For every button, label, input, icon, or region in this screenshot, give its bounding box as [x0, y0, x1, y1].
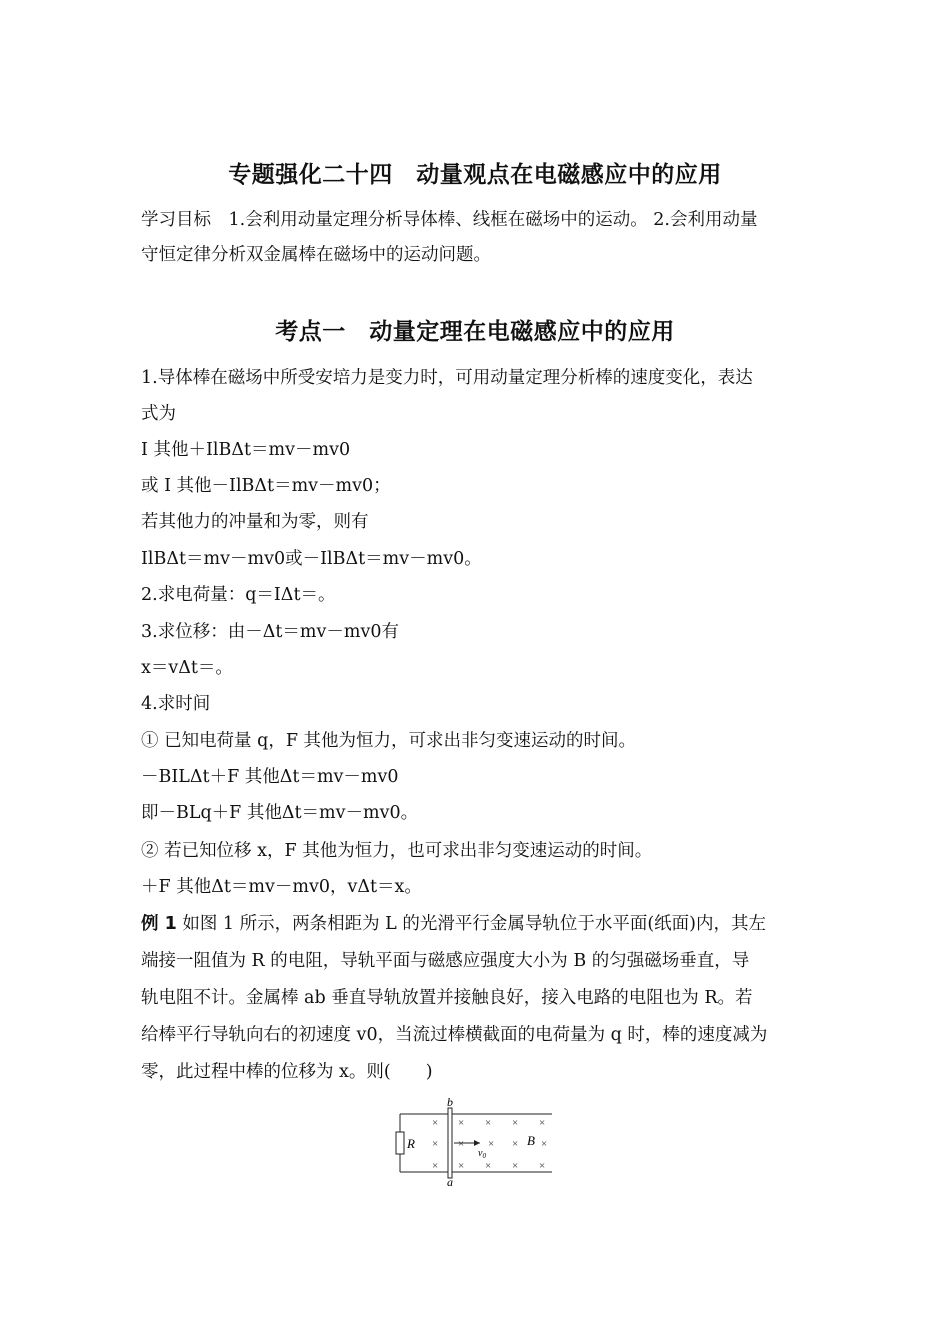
resistor-label: R [407, 1136, 415, 1151]
field-cross: × [512, 1160, 519, 1172]
paragraph-4: 3.求位移：由－Δt＝mv－mv0有 [141, 622, 399, 642]
field-cross: × [432, 1160, 439, 1172]
equation-3: IlBΔt＝mv－mv0或－IlBΔt＝mv－mv0。 [141, 549, 482, 569]
rod-label-b: b [447, 1095, 453, 1109]
field-cross: × [485, 1160, 492, 1172]
equation-5: －BILΔt＋F 其他Δt＝mv－mv0 [141, 767, 399, 787]
circuit-figure [394, 1094, 558, 1186]
example-line-4: 给棒平行导轨向右的初速度 v0，当流过棒横截面的电荷量为 q 时，棒的速度减为 [141, 1025, 768, 1045]
equation-1: I 其他＋IlBΔt＝mv－mv0 [141, 440, 351, 460]
field-cross: × [432, 1138, 439, 1150]
field-cross: × [541, 1138, 548, 1150]
field-cross: × [512, 1117, 519, 1129]
paragraph-2: 若其他力的冲量和为零，则有 [141, 512, 369, 532]
equation-2: 或 I 其他－IlBΔt＝mv－mv0； [141, 476, 391, 496]
paragraph-3: 2.求电荷量：q＝IΔt＝。 [141, 585, 336, 605]
field-cross: × [488, 1138, 495, 1150]
paragraph-1b: 式为 [141, 404, 176, 424]
example-label: 例 1 [141, 914, 177, 934]
objectives-line-2: 守恒定律分析双金属棒在磁场中的运动问题。 [141, 245, 491, 265]
field-cross: × [539, 1117, 546, 1129]
paragraph-5: 4.求时间 [141, 694, 211, 714]
example-line-3: 轨电阻不计。金属棒 ab 垂直导轨放置并接触良好，接入电路的电阻也为 R。若 [141, 988, 753, 1008]
equation-4: x＝vΔt＝。 [141, 658, 233, 678]
example-text-1: 如图 1 所示，两条相距为 L 的光滑平行金属导轨位于水平面(纸面)内，其左 [176, 914, 767, 934]
equation-6: 即－BLq＋F 其他Δt＝mv－mv0。 [141, 803, 419, 823]
page-title: 专题强化二十四 动量观点在电磁感应中的应用 [228, 162, 722, 188]
objectives-line-1: 学习目标 1.会利用动量定理分析导体棒、线框在磁场中的运动。 2.会利用动量 [141, 210, 758, 230]
field-cross: × [458, 1117, 465, 1129]
metal-rod [448, 1108, 452, 1178]
rod-label-a: a [447, 1175, 453, 1186]
equation-7: ＋F 其他Δt＝mv－mv0，vΔt＝x。 [141, 877, 422, 897]
example-line-1 [141, 913, 766, 935]
field-cross: × [458, 1160, 465, 1172]
velocity-arrow-head [474, 1140, 480, 1146]
field-cross: × [432, 1117, 439, 1129]
paragraph-1a: 1.导体棒在磁场中所受安培力是变力时，可用动量定理分析棒的速度变化，表达 [141, 368, 753, 388]
section-title: 考点一 动量定理在电磁感应中的应用 [275, 319, 675, 345]
field-cross: × [512, 1138, 519, 1150]
example-line-2: 端接一阻值为 R 的电阻，导轨平面与磁感应强度大小为 B 的匀强磁场垂直，导 [141, 951, 750, 971]
field-cross: × [539, 1160, 546, 1172]
resistor [396, 1132, 404, 1154]
velocity-label: $v_0$ [478, 1148, 486, 1160]
field-label: B [527, 1133, 535, 1148]
paragraph-7: ② 若已知位移 x，F 其他为恒力，也可求出非匀变速运动的时间。 [141, 841, 653, 861]
field-cross: × [485, 1117, 492, 1129]
paragraph-6: ① 已知电荷量 q，F 其他为恒力，可求出非匀变速运动的时间。 [141, 731, 637, 751]
field-cross: × [458, 1138, 465, 1150]
example-line-5: 零，此过程中棒的位移为 x。则( ) [141, 1062, 433, 1082]
